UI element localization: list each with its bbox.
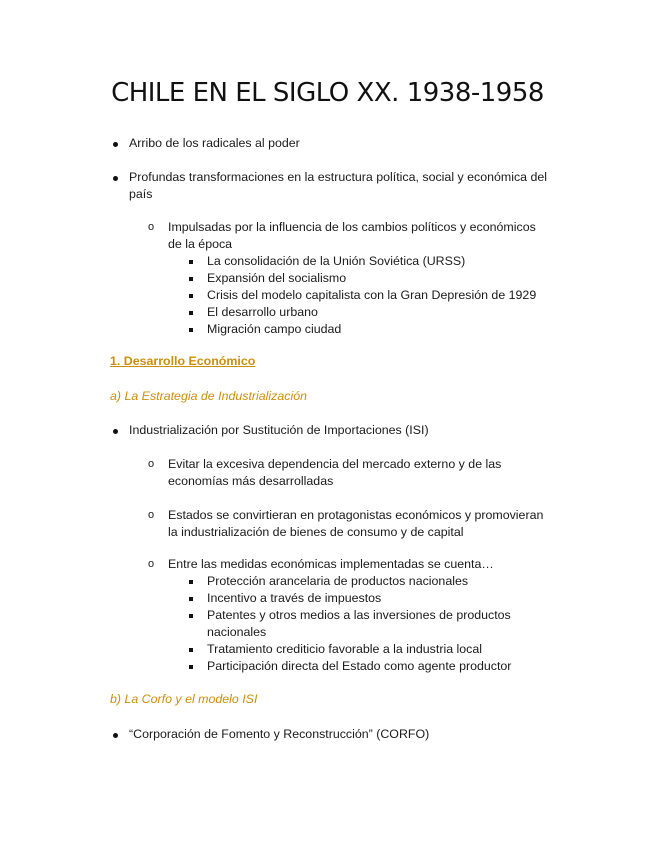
square-bullet [189, 648, 193, 652]
bullet-text-radicales: Arribo de los radicales al poder [129, 136, 300, 150]
list-item: Migración campo ciudad [207, 322, 342, 336]
bullet-dot [113, 429, 118, 434]
list-item: Protección arancelaria de productos nacionales [207, 574, 469, 588]
sub-bullet-marker: o [148, 458, 155, 470]
sub-bullet-text-medidas: Entre las medidas económicas implementadas se cuenta… [168, 557, 494, 571]
list-item: Participación directa del Estado como agente productor [207, 659, 512, 673]
sub-bullet-text-impulsadas: Impulsadas por la influencia de los cambios políticos y económicos [168, 220, 536, 234]
list-item: Tratamiento crediticio favorable a la industria local [207, 642, 483, 656]
square-bullet [189, 277, 193, 281]
square-bullet [189, 328, 193, 332]
list-item-cont: nacionales [207, 625, 267, 639]
square-bullet [189, 311, 193, 315]
square-bullet [189, 580, 193, 584]
bullet-text-transformaciones-cont: país [129, 187, 153, 201]
sub-bullet-text-dependencia-cont: economías más desarrolladas [168, 474, 334, 488]
list-item: Incentivo a través de impuestos [207, 591, 382, 605]
sub-bullet-marker: o [148, 509, 155, 521]
sub-bullet-marker: o [148, 558, 155, 570]
square-bullet [189, 597, 193, 601]
bullet-text-isi: Industrialización por Sustitución de Importaciones (ISI) [129, 423, 429, 437]
square-bullet [189, 614, 193, 618]
list-item: Patentes y otros medios a las inversiones de productos [207, 608, 511, 622]
sub-bullet-marker: o [148, 221, 155, 233]
sub-bullet-text-estados: Estados se convirtieran en protagonistas económicos y promovieran [168, 508, 544, 522]
page-title: CHILE EN EL SIGLO XX. 1938-1958 [111, 78, 544, 108]
sub-bullet-text-dependencia: Evitar la excesiva dependencia del mercado externo y de las [168, 457, 502, 471]
list-item: Expansión del socialismo [207, 271, 347, 285]
bullet-text-corfo: “Corporación de Fomento y Reconstrucción” (CORFO) [129, 727, 430, 741]
bullet-dot [113, 142, 118, 147]
bullet-text-transformaciones: Profundas transformaciones en la estructura política, social y económica del [129, 170, 548, 184]
bullet-dot [113, 733, 118, 738]
bullet-dot [113, 176, 118, 181]
section-heading-desarrollo: 1. Desarrollo Económico [110, 354, 256, 368]
sub-bullet-text-estados-cont: la industrialización de bienes de consumo y de capital [168, 525, 464, 539]
subsection-heading-corfo: b) La Corfo y el modelo ISI [110, 692, 258, 706]
square-bullet [189, 294, 193, 298]
list-item: El desarrollo urbano [207, 305, 318, 319]
square-bullet [189, 260, 193, 264]
list-item: Crisis del modelo capitalista con la Gran Depresión de 1929 [207, 288, 537, 302]
sub-bullet-text-impulsadas-cont: de la época [168, 237, 233, 251]
list-item: La consolidación de la Unión Soviética (URSS) [207, 254, 466, 268]
square-bullet [189, 665, 193, 669]
subsection-heading-industrializacion: a) La Estrategia de Industrialización [110, 389, 307, 403]
